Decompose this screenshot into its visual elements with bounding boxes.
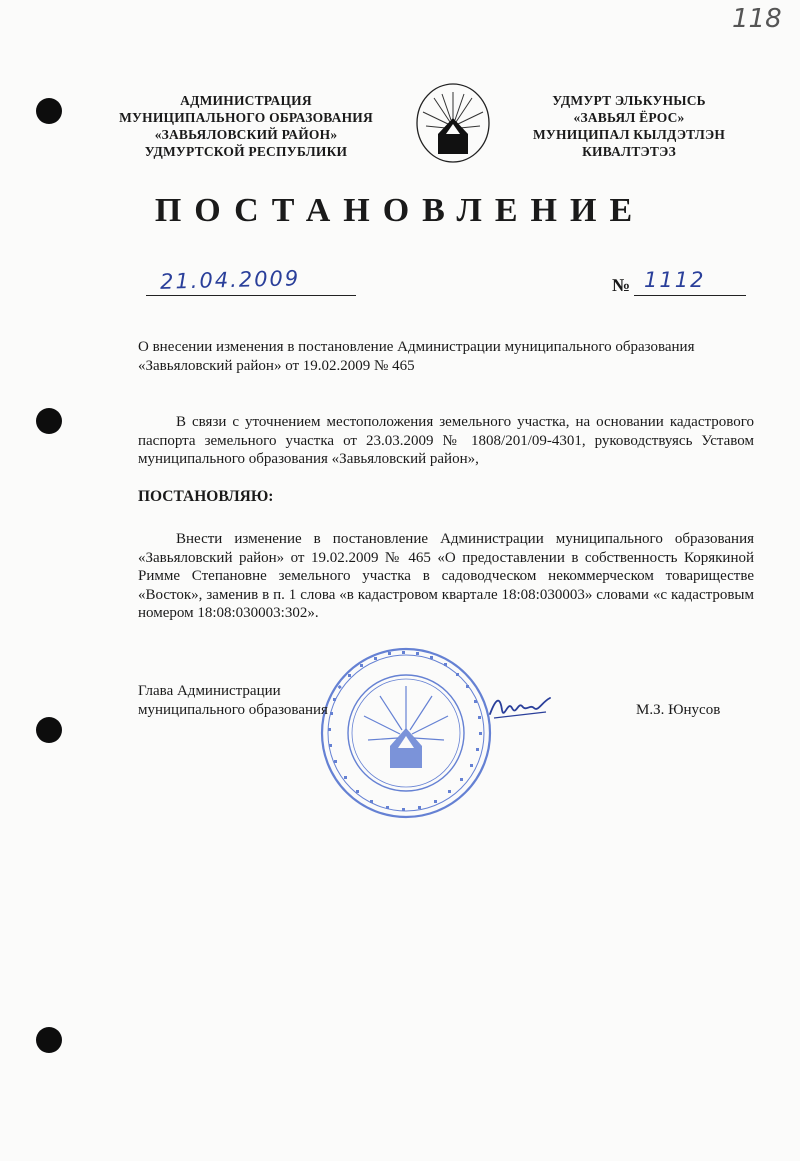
- official-stamp: [318, 646, 494, 820]
- document-subject: О внесении изменения в постановление Администрации муниципального образования «Завьяловский район» от 19.02.2009 № 465: [138, 339, 695, 374]
- handwritten-signature: [486, 690, 556, 724]
- binder-hole: [36, 1027, 62, 1053]
- signatory-name: М.З. Юнусов: [636, 702, 721, 718]
- header-left: [110, 92, 382, 160]
- header-left-line: АДМИНИСТРАЦИЯ: [180, 93, 312, 108]
- header-right-line: МУНИЦИПАЛ КЫЛДЭТЛЭН: [532, 127, 726, 142]
- preamble-paragraph: В связи с уточнением местоположения земельного участка, на основании кадастрового паспорта земельного участка от 23.03.2009 № 1808/201/09-4301, руководствуясь Уставом муниципального образования «Завьяловский район»,: [138, 414, 754, 468]
- number-handwritten: 1112: [644, 268, 706, 292]
- signatory-title-line: муниципального образования: [138, 701, 328, 718]
- date-underline: [146, 295, 356, 296]
- resolve-heading: ПОСТАНОВЛЯЮ:: [138, 488, 274, 505]
- document-title: ПОСТАНОВЛЕНИЕ: [154, 192, 646, 229]
- signatory-title-line: Глава Администрации: [138, 683, 281, 699]
- date-handwritten: 21.04.2009: [159, 266, 301, 294]
- binder-hole: [36, 98, 62, 124]
- number-label: №: [612, 275, 631, 295]
- header-right-line: КИВАЛТЭТЭЗ: [582, 144, 676, 159]
- binder-hole: [36, 717, 62, 743]
- header-right-line: «ЗАВЬЯЛ ЁРОС»: [573, 110, 685, 125]
- header-left-line: МУНИЦИПАЛЬНОГО ОБРАЗОВАНИЯ: [119, 110, 373, 125]
- header-left-line: «ЗАВЬЯЛОВСКИЙ РАЙОН»: [154, 127, 338, 142]
- binder-hole: [36, 408, 62, 434]
- header-left-line: УДМУРТСКОЙ РЕСПУБЛИКИ: [144, 144, 348, 159]
- resolution-body: Внести изменение в постановление Администрации муниципального образования «Завьяловский район» от 19.02.2009 № 465 «О предоставлении в собственность Корякиной Римме Степановне земельного участка в садоводческом некоммерческом товариществе «Восток», заменив в п. 1 слова «в кадастровом квартале 18:08:030003» словами «с кадастровым номером 18:08:030003:302».: [138, 531, 754, 622]
- header-right-line: УДМУРТ ЭЛЬКУНЫСЬ: [552, 93, 706, 108]
- page-number: 118: [732, 4, 782, 34]
- signatory-title: [138, 682, 328, 719]
- number-underline: [634, 295, 746, 296]
- header-right: [514, 92, 744, 160]
- coat-of-arms-emblem: [414, 82, 492, 164]
